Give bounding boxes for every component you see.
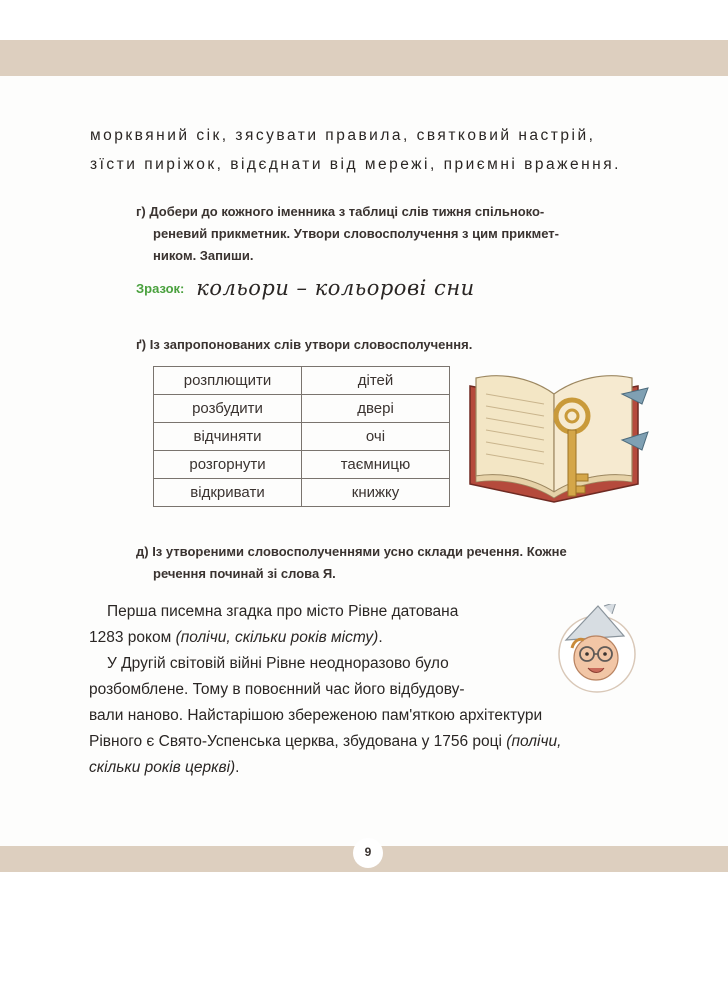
task-g [136, 201, 559, 267]
task-d [136, 541, 567, 585]
table-row [154, 423, 450, 451]
table-cell: розгорнути [154, 451, 302, 479]
sample-handwriting: кольори – кольорові сни [196, 276, 475, 300]
task-d-line-1: д) Із утвореними словосполученнями усно склади речення. Кожне [136, 544, 567, 559]
table-cell: очі [302, 423, 450, 451]
story-p2-line-5 [89, 755, 709, 781]
story-p2-line-2: розбомблене. Тому в повоєнний час його відбудову- [89, 681, 465, 698]
intro-line-2: зїсти пиріжок, відєднати від мережі, приємні враження. [90, 156, 621, 173]
table-row [154, 451, 450, 479]
header-band [0, 40, 728, 76]
table-cell: книжку [302, 479, 450, 507]
table-cell: двері [302, 395, 450, 423]
table-row [154, 395, 450, 423]
task-g-line-1: г) Добери до кожного іменника з таблиці слів тижня спільноко- [136, 204, 545, 219]
table-cell: відкривати [154, 479, 302, 507]
table-cell: відчиняти [154, 423, 302, 451]
story-p1-end: . [378, 629, 383, 646]
book-key-illustration [462, 364, 652, 514]
story-p1-line-1: Перша писемна згадка про місто Рівне датована [107, 603, 459, 620]
task-g-line-2: реневий прикметник. Утвори словосполучення з цим прикмет- [153, 226, 559, 241]
sample-label: Зразок: [136, 280, 185, 296]
story-p2-line-3: вали наново. Найстарішою збереженою пам'яткою архітектури [89, 707, 543, 724]
story-p1-italic: (полічи, скільки років місту) [175, 629, 379, 646]
story-p2-end: . [235, 759, 240, 776]
word-table [153, 366, 450, 507]
story-p2-italic-a: (полічи, [506, 733, 562, 750]
story-p2-line-4 [89, 729, 709, 755]
story-p2-line-1: У Другій світовій війні Рівне неодноразово було [107, 655, 449, 672]
table-row [154, 367, 450, 395]
task-d-line-2: речення починай зі слова Я. [153, 566, 336, 581]
table-row [154, 479, 450, 507]
task-g-line-3: ником. Запиши. [153, 248, 254, 263]
sample [136, 276, 475, 300]
story-p1-text: 1283 роком [89, 629, 176, 646]
table-cell: дітей [302, 367, 450, 395]
page-number: 9 [353, 838, 383, 868]
table-cell: розбудити [154, 395, 302, 423]
character-illustration [554, 604, 640, 696]
table-cell: таємницю [302, 451, 450, 479]
task-gg: ґ) Із запропонованих слів утвори словосполучення. [136, 337, 473, 352]
story-p2-text: Рівного є Свято-Успенська церква, збудована у 1756 році [89, 733, 507, 750]
intro-line-1: морквяний сік, зясувати правила, святковий настрій, [90, 127, 596, 144]
story-p2-italic-b: скільки років церкві) [89, 759, 236, 776]
table-cell: розплющити [154, 367, 302, 395]
